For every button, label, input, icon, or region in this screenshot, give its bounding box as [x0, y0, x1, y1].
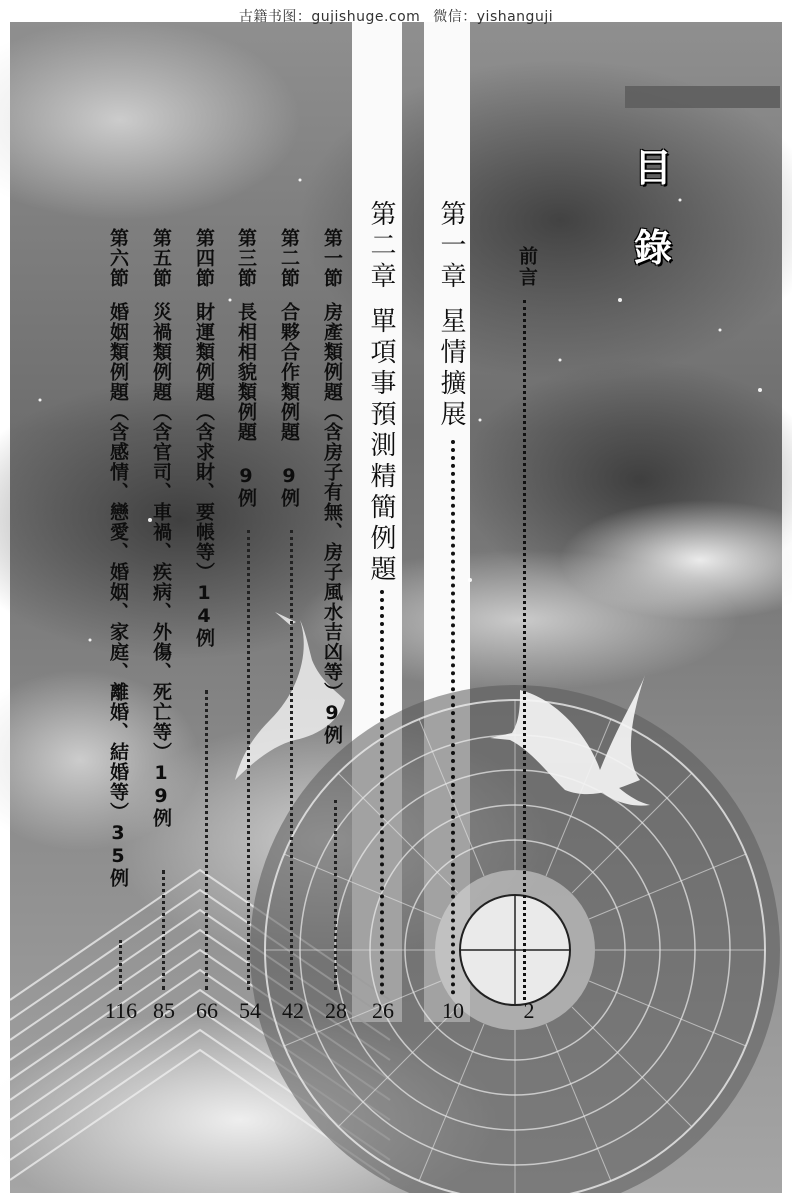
page-title [625, 128, 681, 288]
title-char-2: 錄 [633, 226, 672, 270]
section-3-number: 第三節 [235, 228, 257, 288]
section-5-page: 85 [153, 998, 175, 1023]
section-1-title: 房產類例題（含房子有無、房子風水吉凶等）9例 [321, 302, 343, 745]
title-char-1: 目 [633, 146, 672, 190]
section-3-title: 長相相貌類例題 9例 [235, 302, 257, 508]
section-2-number: 第二節 [278, 228, 300, 288]
chapter-2-number: 第二章 [366, 200, 396, 293]
section-4-leader [205, 690, 212, 990]
section-1-leader [334, 800, 341, 990]
section-4-number: 第四節 [193, 228, 215, 288]
toc-chapter-2[interactable] [363, 200, 400, 586]
section-2-page: 42 [282, 998, 304, 1023]
chapter-2-page: 26 [372, 998, 394, 1023]
section-2-title: 合夥合作類例題 9例 [278, 302, 300, 508]
section-4-title: 財運類例題（含求財、要帳等）14例 [193, 302, 215, 648]
watermark [0, 6, 792, 26]
section-3-page: 54 [239, 998, 261, 1023]
section-6-number: 第六節 [107, 228, 129, 288]
section-5-title: 災禍類例題（含官司、車禍、疾病、外傷、死亡等）19例 [150, 302, 172, 828]
section-4-page: 66 [196, 998, 218, 1023]
preface-page: 2 [523, 998, 535, 1023]
toc-section-5[interactable] [148, 228, 175, 828]
toc-chapter-1[interactable] [433, 200, 470, 431]
section-1-number: 第一節 [321, 228, 343, 288]
section-6-leader [119, 940, 126, 990]
chapter-2-leader [380, 590, 388, 995]
chapter-1-page: 10 [442, 998, 464, 1023]
section-6-page: 116 [104, 998, 138, 1023]
section-1-page: 28 [325, 998, 347, 1023]
toc-section-2[interactable] [276, 228, 303, 508]
chapter-1-title: 星情擴展 [436, 307, 466, 431]
preface-leader [523, 300, 530, 1000]
chapter-2-title: 單項事預測精簡例題 [366, 307, 396, 586]
toc-section-6[interactable] [105, 228, 132, 888]
preface-label: 前言 [516, 246, 538, 288]
chapter-1-leader [451, 440, 459, 995]
toc-preface[interactable] [514, 246, 541, 288]
watermark-wechat: 微信：yishanguji [433, 9, 554, 25]
toc-section-1[interactable] [319, 228, 346, 745]
section-6-title: 婚姻類例題（含感情、戀愛、婚姻、家庭、離婚、結婚等）35例 [107, 302, 129, 888]
toc-section-3[interactable] [233, 228, 260, 508]
chapter-1-number: 第一章 [436, 200, 466, 293]
section-5-number: 第五節 [150, 228, 172, 288]
toc-section-4[interactable] [191, 228, 218, 648]
watermark-site: 古籍书图：gujishuge.com [238, 9, 421, 25]
compass-icon [250, 685, 780, 1193]
section-5-leader [162, 870, 169, 990]
section-2-leader [290, 530, 297, 990]
section-3-leader [247, 530, 254, 990]
